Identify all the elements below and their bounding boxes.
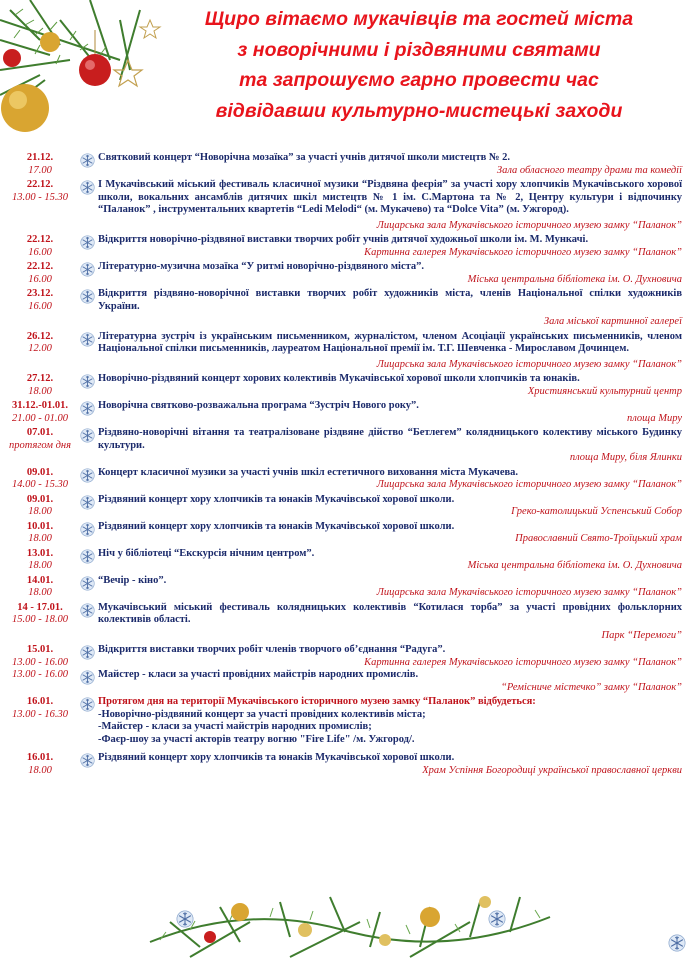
snowflake-icon — [80, 289, 95, 304]
event-title: Новорічно-різдвяний концерт хорових колективів Мукачівської хорової школи хлопчиків та юнаків. — [98, 373, 580, 384]
event-title: Літературно-музична мозаїка “У ритмі новорічно-різдвяного міста”. — [98, 261, 425, 272]
event-item — [0, 602, 688, 643]
header-line-4: відвідавши культурно-мистецькі заходи — [215, 99, 623, 122]
snowflake-icon — [668, 934, 686, 952]
event-item — [0, 467, 688, 492]
event-venue: площа Миру, біля Ялинки — [569, 452, 682, 463]
event-date: 26.12. — [26, 330, 54, 342]
event-title: Різдвяний концерт хору хлопчиків та юнаків Мукачівської хорової школи. — [98, 752, 455, 763]
snowflake-icon — [80, 262, 95, 277]
event-date: 09.01. — [26, 466, 54, 478]
event-venue: Лицарська зала Мукачівського історичного музею замку “Паланок” — [376, 587, 682, 598]
event-title: Святковий концерт “Новорічна мозаїка” за участі учнів дитячої школи мистецтв № 2. — [98, 152, 510, 163]
event-venue: Греко-католицький Успенський Собор — [511, 506, 682, 517]
event-date: 09.01. — [26, 493, 54, 505]
event-time: 18.00 — [28, 385, 52, 397]
event-date: 13.01. — [26, 547, 54, 559]
event-item — [0, 400, 688, 425]
event-venue: Міська центральна бібліотека ім. О. Духновича — [467, 273, 682, 285]
snowflake-icon — [80, 697, 95, 712]
event-title: Різдвяний концерт хору хлопчиків та юнаків Мукачівської хорової школи. — [98, 520, 455, 532]
event-title: Відкриття новорічно-різдвяної виставки творчих робіт учнів дитячої художньої школи ім. М. Мункачі. — [98, 234, 589, 245]
event-venue: Храм Успіння Богородиці української православної церкви — [422, 764, 682, 776]
event-item — [0, 494, 688, 519]
snowflake-icon — [80, 549, 95, 564]
event-title: Різдвяно-новорічні вітання та театралізоване різдвяне дійство “Бетлегем” колядницького колективу міського Будинку культури. — [98, 427, 682, 451]
event-venue: “Ремісниче містечко” замку “Паланок” — [500, 681, 682, 693]
event-date: 07.01. — [26, 427, 54, 438]
event-date: 27.12. — [26, 373, 54, 384]
snowflake-icon — [80, 753, 95, 768]
event-date: 10.01. — [26, 520, 54, 532]
snowflake-icon — [80, 576, 95, 591]
snowflake-icon — [176, 910, 194, 928]
event-venue: Лицарська зала Мукачівського історичного музею замку “Паланок” — [376, 479, 682, 490]
event-time: 16.00 — [28, 246, 52, 258]
snowflake-icon — [80, 468, 95, 483]
event-date: 16.01. — [26, 696, 54, 707]
snowflake-icon — [80, 374, 95, 389]
snowflake-icon — [80, 153, 95, 168]
event-title: Майстер - класи за участі провідних майстрів народних промислів. — [98, 669, 419, 680]
event-title: І Мукачівський міський фестиваль класичної музики “Різдвяна феєрія” за участі хору хлопчиків Мукачівського хорової школи, вокальних ансамблів дитячих шкіл мистецтв № 1 ім. С.Мартона та № 2, Центру культури і відпочинку “Паланок” , інструментальних квартетів “Ledi Melodi“ (м. Мукачево) та “Dolce Vita” (м. Ужгород). — [98, 179, 682, 215]
snowflake-icon — [80, 495, 95, 510]
event-time: 17.00 — [28, 164, 52, 176]
event-subitem: -Новорічно-різдвяний концерт за участі провідних колективів міста; — [98, 708, 426, 720]
event-venue: Картинна галерея Мукачівського історичного музею замку “Паланок” — [364, 246, 682, 258]
event-date: 22.12. — [26, 179, 54, 190]
event-venue: Зала міської картинної галереї — [543, 316, 682, 327]
event-item — [0, 179, 688, 232]
event-item — [0, 373, 688, 398]
event-date: 21.12. — [26, 152, 54, 163]
event-venue: Православний Свято-Троїцький храм — [515, 533, 682, 544]
snowflake-icon — [80, 235, 95, 250]
snowflake-icon — [80, 180, 95, 195]
snowflake-icon — [80, 645, 95, 660]
event-time: 13.00 - 15.30 — [12, 191, 68, 203]
event-item — [0, 752, 688, 777]
event-item — [0, 152, 688, 177]
event-item — [0, 521, 688, 546]
greeting-header — [150, 4, 688, 126]
event-title: Новорічна святково-розважальна програма “Зустріч Нового року”. — [98, 400, 419, 411]
event-title: Літературна зустріч із українським письменником, журналістом, членом Асоціації українських письменників, членом Національної спілки письменників, лауреатом Національної премії ім. Т.Г. Шевченка - Мирославом Дочинцем. — [98, 330, 682, 354]
event-title: Протягом дня на території Мукачівського історичного музею замку “Паланок” відбудеться: — [98, 696, 536, 707]
event-date: 14 - 17.01. — [17, 601, 63, 613]
event-venue: Лицарська зала Мукачівського історичного музею замку “Паланок” — [376, 358, 682, 370]
event-title: Відкриття виставки творчих робіт членів творчого об’єднання “Радуга”. — [98, 644, 446, 655]
event-time: 13.00 - 16.00 — [12, 669, 68, 680]
event-venue: Картинна галерея Мукачівського історичного музею замку “Паланок” — [364, 656, 682, 668]
event-item — [0, 548, 688, 573]
snowflake-icon — [488, 910, 506, 928]
event-item — [0, 644, 688, 669]
event-subitem: -Майстер - класи за участі майстрів народних промислів; — [98, 721, 372, 732]
event-date: 14.01. — [26, 574, 54, 586]
event-date: 22.12. — [26, 261, 54, 272]
header-line-1: Щиро вітаємо мукачівців та гостей міста — [204, 8, 634, 30]
event-item — [0, 261, 688, 286]
event-venue: Парк “Перемоги” — [601, 629, 682, 641]
event-time: 13.00 - 16.00 — [12, 656, 68, 668]
snowflake-icon — [80, 670, 95, 685]
event-time: 18.00 — [28, 533, 52, 544]
event-venue: Християнський культурний центр — [527, 385, 682, 397]
header-line-2: з новорічними і різдвяними святами — [237, 38, 601, 61]
event-title: Мукачівський міський фестиваль колядницьких колективів “Котилася торба” за участі провідних фольклорних колективів області. — [98, 601, 682, 625]
event-time: 16.00 — [28, 300, 52, 312]
snowflake-icon — [80, 332, 95, 347]
event-title: Різдвяний концерт хору хлопчиків та юнаків Мукачівської хорової школи. — [98, 493, 455, 505]
event-venue: Міська центральна бібліотека ім. О. Духновича — [467, 560, 682, 571]
snowflake-icon — [80, 603, 95, 618]
event-time: протягом дня — [8, 439, 71, 451]
event-date: 16.01. — [26, 752, 54, 763]
event-date: 23.12. — [26, 288, 54, 299]
event-item — [0, 427, 688, 465]
events-list — [0, 152, 688, 779]
event-venue: Зала обласного театру драми та комедії — [496, 164, 682, 176]
event-time: 13.00 - 16.30 — [12, 708, 68, 720]
event-venue: Лицарська зала Мукачівського історичного музею замку “Паланок” — [376, 219, 682, 231]
snowflake-icon — [80, 522, 95, 537]
snowflake-icon — [80, 428, 95, 443]
event-time: 18.00 — [28, 560, 52, 571]
event-title: Відкриття різдвяно-новорічної виставки творчих робіт художників міста, членів Національної спілки художників України. — [98, 288, 682, 312]
event-item — [0, 331, 688, 372]
event-date: 15.01. — [26, 644, 54, 655]
event-title: Концерт класичної музики за участі учнів шкіл естетичного виховання міста Мукачева. — [98, 466, 519, 478]
event-venue: площа Миру — [626, 412, 682, 424]
event-time: 15.00 - 18.00 — [12, 614, 68, 625]
event-time: 16.00 — [28, 273, 52, 285]
snowflake-icon — [80, 401, 95, 416]
event-date: 31.12.-01.01. — [12, 400, 68, 411]
event-item — [0, 234, 688, 259]
event-time: 14.00 - 15.30 — [12, 479, 68, 490]
event-time: 12.00 — [28, 343, 52, 354]
event-time: 18.00 — [28, 764, 52, 776]
event-subitem: -Фаєр-шоу за участі акторів театру вогню "Fire Life" /м. Ужгород/. — [98, 733, 415, 745]
event-item — [0, 696, 688, 746]
event-title: “Вечір - кіно”. — [98, 574, 167, 586]
header-line-3: та запрошуємо гарно провести час — [239, 69, 599, 91]
event-item — [0, 575, 688, 600]
event-time: 18.00 — [28, 587, 52, 598]
event-item — [0, 288, 688, 329]
event-time: 18.00 — [28, 506, 52, 517]
event-item — [0, 669, 688, 694]
event-date: 22.12. — [26, 234, 54, 245]
event-title: Ніч у бібліотеці “Екскурсія нічним центром”. — [98, 547, 315, 559]
event-time: 21.00 - 01.00 — [12, 412, 68, 424]
